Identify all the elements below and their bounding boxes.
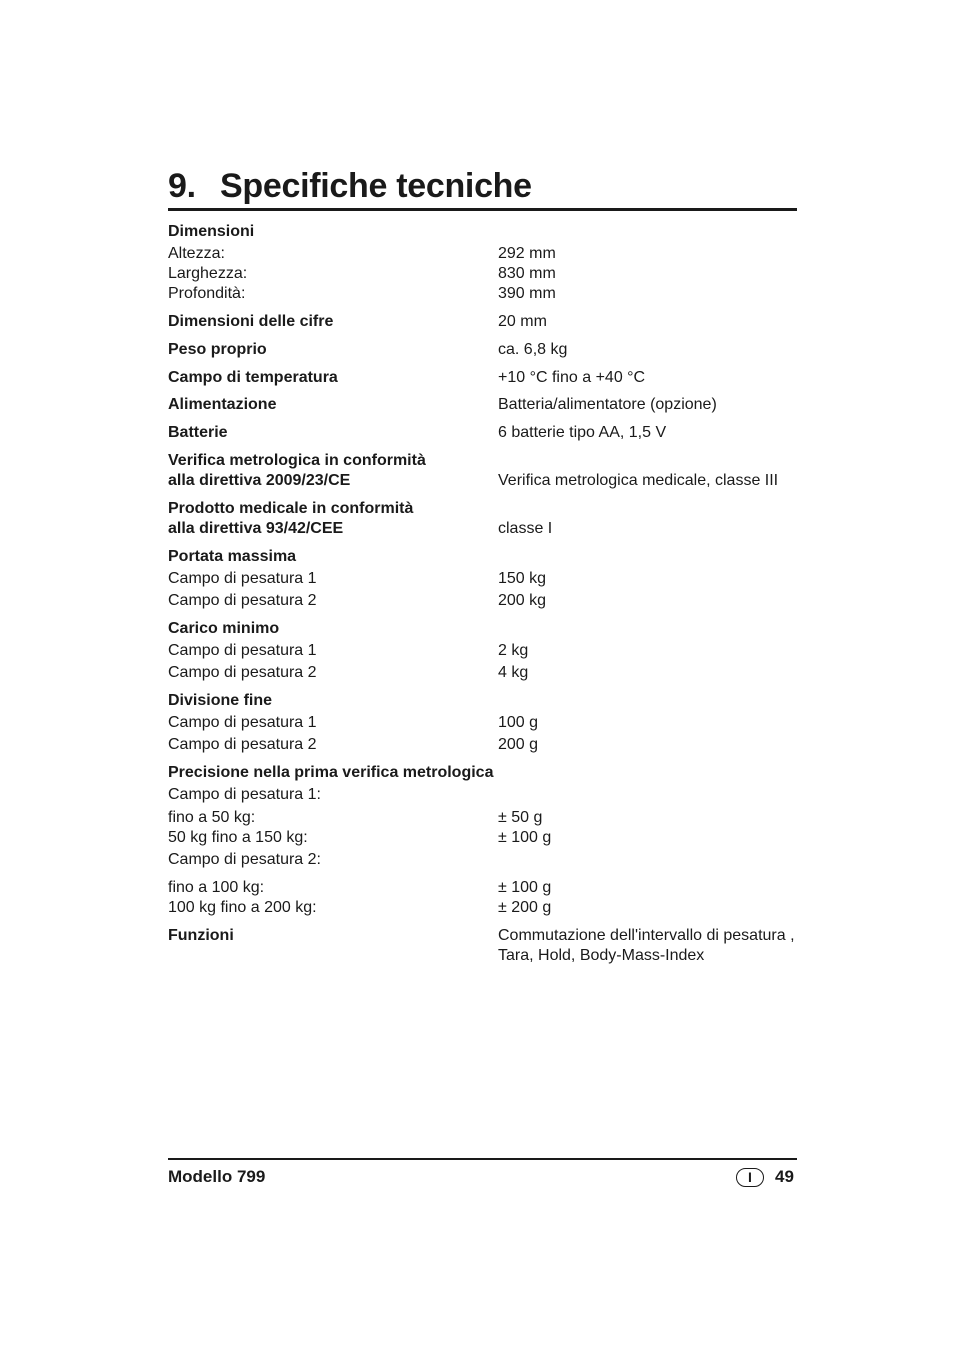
spec-value-funzioni-line2: Tara, Hold, Body-Mass-Index <box>498 947 705 964</box>
spec-value-campo-temperatura: +10 °C fino a +40 °C <box>498 369 646 386</box>
footer-divider <box>168 1158 797 1160</box>
spec-value-alimentazione: Batteria/alimentatore (opzione) <box>498 396 717 413</box>
spec-label-prodotto-line1: Prodotto medicale in conformità <box>168 500 414 517</box>
spec-label-carico-campo2: Campo di pesatura 2 <box>168 664 317 681</box>
spec-value-carico-campo2: 4 kg <box>498 664 529 681</box>
spec-label-verifica-line2: alla direttiva 2009/23/CE <box>168 472 351 489</box>
spec-label-verifica-line1: Verifica metrologica in conformità <box>168 452 426 469</box>
spec-label-batterie: Batterie <box>168 424 228 441</box>
spec-value-portata-campo2: 200 kg <box>498 592 547 609</box>
spec-label-peso-proprio: Peso proprio <box>168 341 267 358</box>
spec-value-funzioni-line1: Commutazione dell'intervallo di pesatura , <box>498 927 795 944</box>
spec-heading-precisione: Precisione nella prima verifica metrologica <box>168 764 494 781</box>
spec-label-precisione-campo2: Campo di pesatura 2: <box>168 851 321 868</box>
spec-label-precisione-100-200: 100 kg fino a 200 kg: <box>168 899 317 916</box>
spec-label-precisione-fino100: fino a 100 kg: <box>168 879 265 896</box>
spec-label-dimensioni-cifre: Dimensioni delle cifre <box>168 313 334 330</box>
spec-value-precisione-fino50: ± 50 g <box>498 809 543 826</box>
spec-label-campo-temperatura: Campo di temperatura <box>168 369 338 386</box>
spec-value-portata-campo1: 150 kg <box>498 570 547 587</box>
spec-label-prodotto-line2: alla direttiva 93/42/CEE <box>168 520 344 537</box>
spec-heading-divisione-fine: Divisione fine <box>168 692 273 709</box>
spec-label-alimentazione: Alimentazione <box>168 396 277 413</box>
language-badge: I <box>736 1168 764 1187</box>
spec-value-carico-campo1: 2 kg <box>498 642 529 659</box>
section-title-text: Specifiche tecniche <box>220 167 532 205</box>
spec-value-batterie: 6 batterie tipo AA, 1,5 V <box>498 424 667 441</box>
spec-label-divisione-campo1: Campo di pesatura 1 <box>168 714 317 731</box>
spec-value-divisione-campo1: 100 g <box>498 714 539 731</box>
spec-label-precisione-fino50: fino a 50 kg: <box>168 809 256 826</box>
spec-label-portata-campo1: Campo di pesatura 1 <box>168 570 317 587</box>
page-title <box>168 166 532 206</box>
spec-value-larghezza: 830 mm <box>498 265 556 282</box>
spec-value-dimensioni-cifre: 20 mm <box>498 313 547 330</box>
spec-value-profondita: 390 mm <box>498 285 556 302</box>
spec-heading-portata-massima: Portata massima <box>168 548 297 565</box>
spec-label-profondita: Profondità: <box>168 285 246 302</box>
spec-label-divisione-campo2: Campo di pesatura 2 <box>168 736 317 753</box>
spec-value-prodotto: classe I <box>498 520 553 537</box>
spec-label-altezza: Altezza: <box>168 245 225 262</box>
spec-label-carico-campo1: Campo di pesatura 1 <box>168 642 317 659</box>
section-number: 9. <box>168 167 196 205</box>
spec-value-divisione-campo2: 200 g <box>498 736 539 753</box>
spec-value-precisione-50-150: ± 100 g <box>498 829 552 846</box>
spec-label-larghezza: Larghezza: <box>168 265 248 282</box>
spec-label-precisione-campo1: Campo di pesatura 1: <box>168 786 321 803</box>
spec-value-precisione-fino100: ± 100 g <box>498 879 552 896</box>
spec-value-precisione-100-200: ± 200 g <box>498 899 552 916</box>
spec-label-funzioni: Funzioni <box>168 927 234 944</box>
spec-label-precisione-50-150: 50 kg fino a 150 kg: <box>168 829 308 846</box>
spec-heading-carico-minimo: Carico minimo <box>168 620 280 637</box>
title-divider <box>168 208 797 211</box>
spec-value-peso-proprio: ca. 6,8 kg <box>498 341 568 358</box>
spec-value-altezza: 292 mm <box>498 245 556 262</box>
spec-label-portata-campo2: Campo di pesatura 2 <box>168 592 317 609</box>
page-number: 49 <box>775 1167 794 1186</box>
spec-heading-dimensioni: Dimensioni <box>168 223 255 240</box>
footer-model-name: Modello 799 <box>168 1167 266 1186</box>
spec-value-verifica: Verifica metrologica medicale, classe III <box>498 472 779 489</box>
